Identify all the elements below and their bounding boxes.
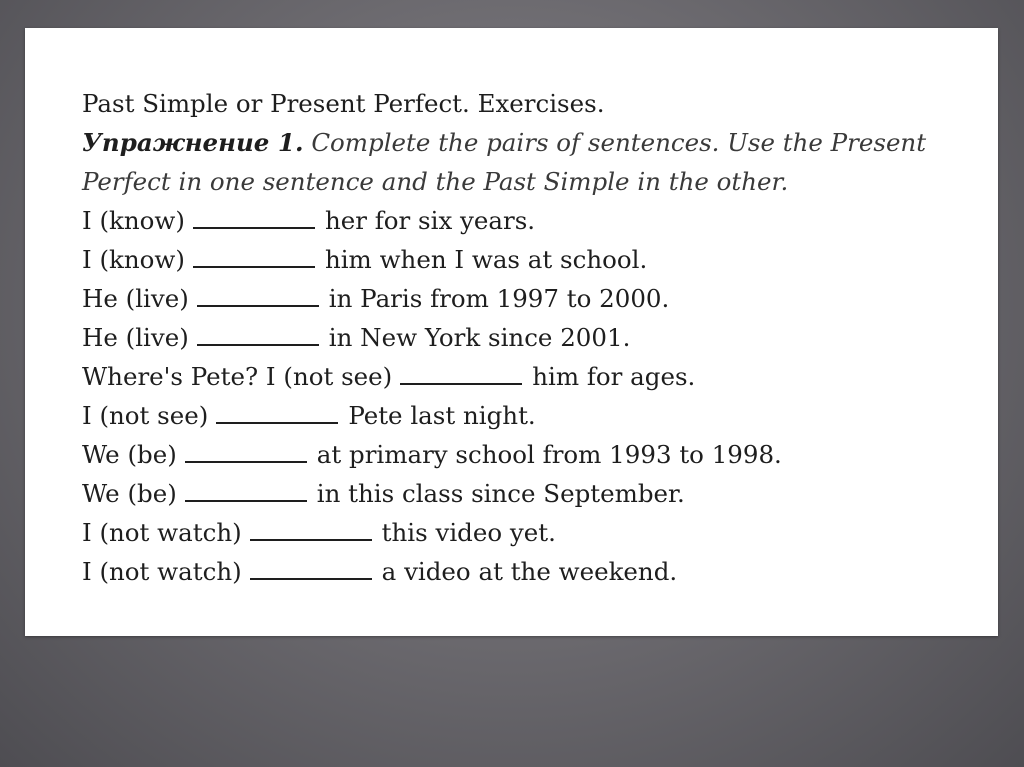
sentence-prompt: He (live) — [82, 284, 189, 313]
sentence-ending: a video at the weekend. — [381, 557, 678, 586]
answer-blank[interactable] — [250, 556, 372, 580]
answer-blank[interactable] — [197, 322, 319, 346]
answer-blank[interactable] — [193, 244, 315, 268]
sentence-1 — [82, 201, 942, 240]
task-label: Упражнение 1. — [82, 128, 304, 157]
sentence-prompt: I (not see) — [82, 401, 209, 430]
sentence-prompt: He (live) — [82, 323, 189, 352]
sentence-ending: him for ages. — [532, 362, 696, 391]
task-instruction — [82, 123, 942, 201]
sentence-prompt: I (know) — [82, 245, 185, 274]
answer-blank[interactable] — [216, 400, 338, 424]
sentence-9 — [82, 513, 942, 552]
sentence-3 — [82, 279, 942, 318]
sentence-ending: in Paris from 1997 to 2000. — [328, 284, 670, 313]
sentence-2 — [82, 240, 942, 279]
exercise-text — [82, 84, 942, 591]
answer-blank[interactable] — [193, 205, 315, 229]
sentence-ending: in this class since September. — [316, 479, 685, 508]
sentence-4 — [82, 318, 942, 357]
sentence-prompt: We (be) — [82, 479, 177, 508]
sentence-10 — [82, 552, 942, 591]
sentence-ending: Pete last night. — [348, 401, 536, 430]
sentence-ending: at primary school from 1993 to 1998. — [316, 440, 782, 469]
sentence-6 — [82, 396, 942, 435]
answer-blank[interactable] — [400, 361, 522, 385]
sentence-ending: in New York since 2001. — [328, 323, 631, 352]
sentence-ending: this video yet. — [381, 518, 556, 547]
sentence-prompt: We (be) — [82, 440, 177, 469]
sentence-ending: her for six years. — [324, 206, 536, 235]
sentence-7 — [82, 435, 942, 474]
sentence-prompt: I (not watch) — [82, 557, 242, 586]
sentence-8 — [82, 474, 942, 513]
sentence-prompt: Where's Pete? I (not see) — [82, 362, 393, 391]
answer-blank[interactable] — [250, 517, 372, 541]
sentence-prompt: I (not watch) — [82, 518, 242, 547]
sentence-prompt: I (know) — [82, 206, 185, 235]
answer-blank[interactable] — [185, 478, 307, 502]
sentence-ending: him when I was at school. — [324, 245, 648, 274]
task-text: Complete the pairs of sentences. Use the Present Perfect in one sentence and the Past Simple in the other. — [82, 128, 927, 196]
answer-blank[interactable] — [197, 283, 319, 307]
sentence-5 — [82, 357, 942, 396]
answer-blank[interactable] — [185, 439, 307, 463]
exercise-title: Past Simple or Present Perfect. Exercises. — [82, 89, 605, 118]
